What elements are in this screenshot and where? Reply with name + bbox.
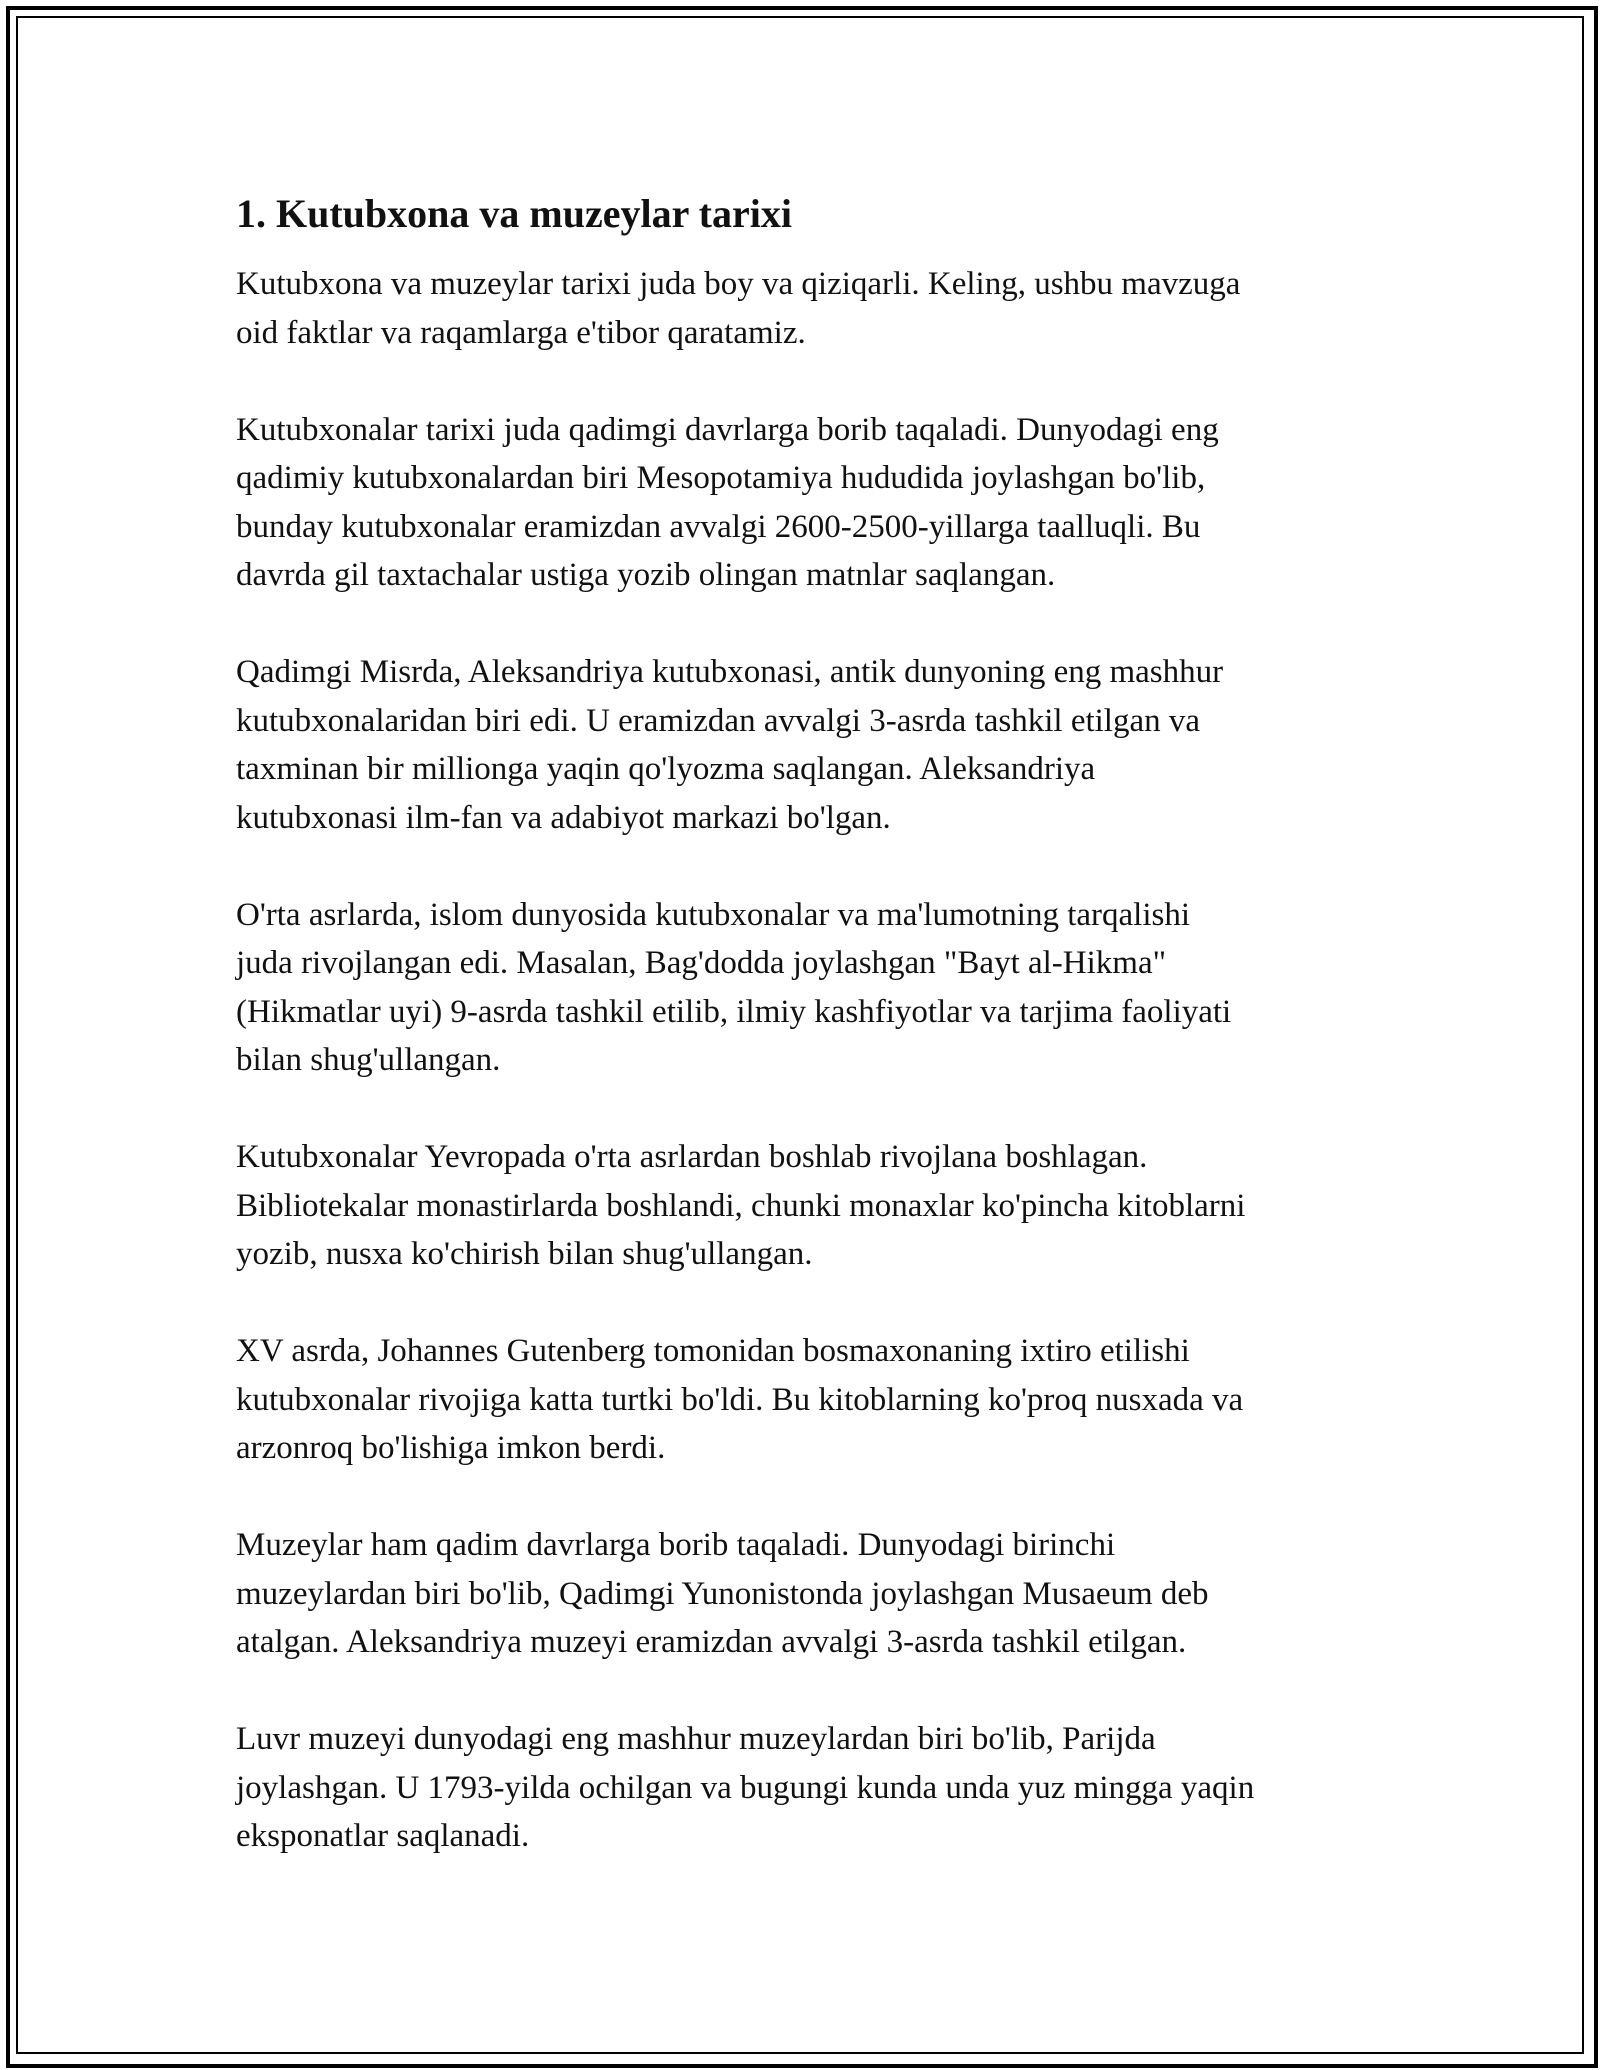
section-heading: 1. Kutubxona va muzeylar tarixi (236, 191, 792, 236)
paragraph (236, 648, 1376, 842)
text-line: Kutubxona va muzeylar tarixi juda boy va qiziqarli. Keling, ushbu mavzuga (236, 266, 1241, 302)
text-line: muzeylardan biri bo'lib, Qadimgi Yunonistonda joylashgan Musaeum deb (236, 1575, 1209, 1612)
paragraph (236, 891, 1376, 1085)
text-line: joylashgan. U 1793-yilda ochilgan va bugungi kunda unda yuz mingga yaqin (236, 1769, 1255, 1806)
document-body (236, 180, 1376, 1909)
text-line: davrda gil taxtachalar ustiga yozib olingan matnlar saqlangan. (236, 557, 1056, 593)
text-line: juda rivojlangan edi. Masalan, Bag'dodda joylashgan "Bayt al-Hikma" (236, 945, 1167, 981)
paragraph (236, 1521, 1376, 1667)
text-line: O'rta asrlarda, islom dunyosida kutubxonalar va ma'lumotning tarqalishi (236, 896, 1191, 933)
text-line: kutubxonasi ilm-fan va adabiyot markazi bo'lgan. (236, 799, 891, 836)
paragraph-list (236, 260, 1376, 1861)
paragraph (236, 1327, 1376, 1473)
text-line: Qadimgi Misrda, Aleksandriya kutubxonasi, antik dunyoning eng mashhur (236, 654, 1224, 690)
text-line: kutubxonalaridan biri edi. U eramizdan avvalgi 3-asrda tashkil etilgan va (236, 702, 1201, 739)
text-line: bilan shug'ullangan. (236, 1042, 501, 1078)
paragraph (236, 1133, 1376, 1279)
text-line: arzonroq bo'lishiga imkon berdi. (236, 1430, 666, 1466)
text-line: qadimiy kutubxonalardan biri Mesopotamiya hududida joylashgan bo'lib, (236, 460, 1206, 496)
text-line: taxminan bir millionga yaqin qo'lyozma saqlangan. Aleksandriya (236, 751, 1096, 787)
text-line: (Hikmatlar uyi) 9-asrda tashkil etilib, ilmiy kashfiyotlar va tarjima faoliyati (236, 993, 1232, 1030)
text-line: kutubxonalar rivojiga katta turtki bo'ldi. Bu kitoblarning ko'proq nusxada va (236, 1381, 1244, 1418)
text-line: Bibliotekalar monastirlarda boshlandi, chunki monaxlar ko'pincha kitoblarni (236, 1187, 1246, 1224)
text-line: Luvr muzeyi dunyodagi eng mashhur muzeylardan biri bo'lib, Parijda (236, 1721, 1156, 1757)
paragraph (236, 406, 1376, 600)
paragraph (236, 1715, 1376, 1861)
text-line: oid faktlar va raqamlarga e'tibor qaratamiz. (236, 314, 806, 351)
text-line: yozib, nusxa ko'chirish bilan shug'ullangan. (236, 1236, 813, 1272)
paragraph (236, 260, 1376, 357)
text-line: XV asrda, Johannes Gutenberg tomonidan bosmaxonaning ixtiro etilishi (236, 1333, 1190, 1369)
text-line: bunday kutubxonalar eramizdan avvalgi 2600-2500-yillarga taalluqli. Bu (236, 508, 1201, 545)
text-line: eksponatlar saqlanadi. (236, 1818, 530, 1854)
text-line: Kutubxonalar Yevropada o'rta asrlardan boshlab rivojlana boshlagan. (236, 1139, 1148, 1175)
text-line: Muzeylar ham qadim davrlarga borib taqaladi. Dunyodagi birinchi (236, 1527, 1116, 1563)
text-line: atalgan. Aleksandriya muzeyi eramizdan avvalgi 3-asrda tashkil etilgan. (236, 1624, 1187, 1660)
text-line: Kutubxonalar tarixi juda qadimgi davrlarga borib taqaladi. Dunyodagi eng (236, 411, 1219, 448)
